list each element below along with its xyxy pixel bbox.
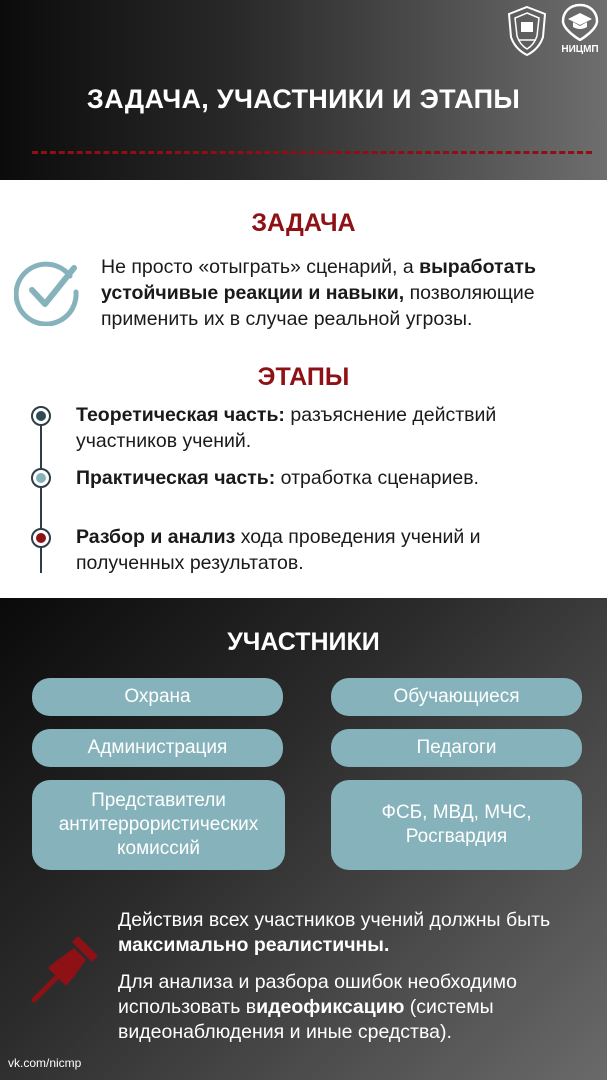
stages-title: ЭТАПЫ [257, 363, 350, 391]
footer-link[interactable]: vk.com/nicmp [8, 1056, 82, 1070]
stage-item: Разбор и анализ хода проведения учений и полученных результатов. [76, 526, 481, 574]
stage-item: Теоретическая часть: разъяснение действий участников учений. [76, 404, 497, 452]
nicmp-logo [555, 3, 605, 55]
timeline-dot-1 [31, 406, 51, 426]
timeline-line [40, 415, 42, 573]
task-title: ЗАДАЧА [251, 209, 356, 237]
timeline-dot-3 [31, 528, 51, 548]
note-video: Для анализа и разбора ошибок необходимо использовать видеофиксацию (системы видеонаблюдения и иные средства). [118, 971, 517, 1043]
stage-item: Практическая часть: отработка сценариев. [76, 467, 479, 489]
shield-logo-icon [506, 5, 548, 62]
participant-pill: Администрация [32, 729, 283, 767]
page-title: ЗАДАЧА, УЧАСТНИКИ И ЭТАПЫ [86, 84, 521, 114]
participant-pill: Обучающиеся [331, 678, 582, 716]
participant-pill: Охрана [32, 678, 283, 716]
task-text: Не просто «отыграть» сценарий, а выработать устойчивые реакции и навыки, позволяющие применить их в случае реальной угрозы. [101, 256, 536, 330]
participants-title: УЧАСТНИКИ [227, 628, 380, 656]
timeline-dot-2 [31, 468, 51, 488]
pushpin-icon [28, 930, 104, 1011]
participant-pill: Педагоги [331, 729, 582, 767]
dashed-divider [32, 151, 592, 154]
checkmark-icon [14, 258, 82, 331]
participant-pill: Представители антитеррористических комиссий [32, 780, 285, 870]
participant-pill: ФСБ, МВД, МЧС, Росгвардия [331, 780, 582, 870]
participants-section [0, 598, 607, 1080]
task-stages-section [0, 180, 607, 598]
header-banner [0, 0, 607, 180]
note-realism: Действия всех участников учений должны быть максимально реалистичны. [118, 909, 551, 956]
graduation-cap-icon [560, 3, 600, 41]
logo-label: НИЦМП [561, 44, 599, 55]
